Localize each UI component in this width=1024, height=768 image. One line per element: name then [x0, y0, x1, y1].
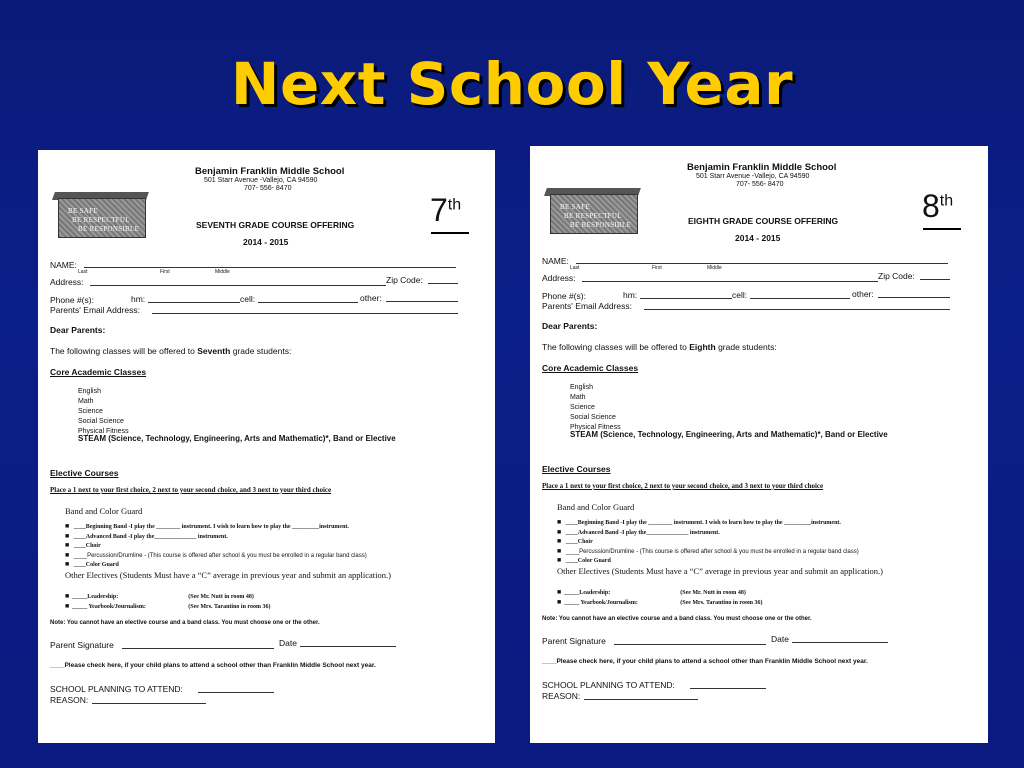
grade-underline [923, 228, 961, 230]
form-text: Science [78, 408, 103, 415]
fill-in-line [644, 309, 950, 310]
fill-in-line [84, 267, 456, 268]
form-text: ____Advanced Band -I play the______________ instrument. [565, 529, 720, 536]
steam-line: STEAM (Science, Technology, Engineering, Arts and Mathematic)*, Band or Elective [78, 434, 396, 443]
grade-underline [431, 232, 469, 234]
fill-in-line [122, 648, 274, 649]
form-text: Math [570, 394, 586, 401]
other-label: other: [360, 293, 382, 303]
square-bullet-icon: ■ [557, 588, 562, 596]
zip-label: Zip Code: [386, 275, 423, 285]
eighth-grade-form [530, 146, 988, 743]
address-label: Address: [50, 277, 84, 287]
fill-in-line [614, 644, 766, 645]
seventh-grade-form [38, 150, 495, 743]
band-note: Note: You cannot have an elective course and a band class. You must choose one or the other. [50, 620, 320, 626]
square-bullet-icon: ■ [557, 518, 562, 526]
phone-label: Phone #(s): [50, 295, 94, 305]
intro-text [542, 342, 777, 352]
form-text: (See Mrs. Tarantino in room 36) [680, 600, 763, 606]
fill-in-line [152, 313, 458, 314]
fill-in-line [386, 301, 458, 302]
form-text: Physical Fitness [78, 428, 129, 435]
place-instructions: Place a 1 next to your first choice, 2 next to your second choice, and 3 next to your third choice [50, 486, 332, 494]
school-name: Benjamin Franklin Middle School [687, 162, 837, 173]
signature-label: Parent Signature [50, 640, 114, 650]
check-here: ____Please check here, if your child plans to attend a school other than Franklin Middle School next year. [542, 658, 868, 665]
school-planning-label: SCHOOL PLANNING TO ATTEND: [50, 684, 183, 694]
square-bullet-icon: ■ [557, 598, 562, 606]
place-instructions: Place a 1 next to your first choice, 2 next to your second choice, and 3 next to your third choice [542, 482, 824, 490]
check-here: ____Please check here, if your child plans to attend a school other than Franklin Middle School next year. [50, 662, 376, 669]
form-text: BE RESPONSIBLE [78, 225, 140, 233]
form-text: (See Mrs. Tarantino in room 36) [188, 604, 271, 610]
reason-label: REASON: [542, 691, 581, 701]
form-text: Eighth [689, 342, 716, 352]
school-motto-logo [544, 188, 640, 234]
form-text: The following classes will be offered to [50, 346, 198, 356]
zip-label: Zip Code: [878, 271, 915, 281]
fill-in-line [198, 692, 274, 693]
dear-parents: Dear Parents: [542, 321, 598, 331]
other-electives: Other Electives (Students Must have a “C” average in previous year and submit an application.) [65, 570, 391, 580]
form-text: ____Color Guard [73, 562, 119, 568]
fill-in-line [258, 302, 358, 303]
form-text: BE RESPECTFUL [72, 216, 130, 224]
fill-in-line [90, 285, 386, 286]
other-label: other: [852, 289, 874, 299]
form-text: ____Color Guard [565, 558, 611, 564]
form-text: _____Leadership: [72, 594, 119, 600]
form-text: Math [78, 398, 94, 405]
form-text: ____Choir [73, 543, 101, 549]
core-classes [78, 387, 129, 437]
form-text: English [570, 384, 593, 391]
cell-label: cell: [732, 290, 748, 300]
fill-in-line [428, 283, 458, 284]
fill-in-line [92, 703, 206, 704]
band-options [65, 522, 367, 570]
dear-parents: Dear Parents: [50, 325, 106, 335]
steam-line: STEAM (Science, Technology, Engineering, Arts and Mathematic)*, Band or Elective [570, 430, 888, 439]
signature-label: Parent Signature [542, 636, 606, 646]
core-heading: Core Academic Classes [50, 367, 147, 377]
form-text: BE RESPONSIBLE [570, 221, 632, 229]
hm-label: hm: [131, 294, 146, 304]
elective-heading: Elective Courses [50, 468, 119, 478]
intro-text [50, 346, 291, 356]
elective-options [557, 588, 762, 608]
form-text: ____Percussion/Drumline - (This course is offered after school & you must be enrolled in a regular band class) [565, 548, 859, 555]
date-label: Date [771, 634, 789, 644]
form-text: grade students: [715, 342, 777, 352]
core-classes [570, 383, 621, 433]
band-heading: Band and Color Guard [557, 502, 635, 512]
form-text: BE SAFE [560, 203, 590, 211]
form-text: BE SAFE [68, 207, 98, 215]
fill-in-line [792, 642, 888, 643]
slide-title: Next School Year [230, 50, 794, 118]
form-text: English [78, 388, 101, 395]
grade-label [922, 188, 953, 225]
fill-in-line [920, 279, 950, 280]
fill-in-line [584, 699, 698, 700]
form-text: _____ Yearbook/Journalism: [72, 604, 146, 610]
other-electives: Other Electives (Students Must have a “C” average in previous year and submit an application.) [557, 566, 883, 576]
form-text: BE RESPECTFUL [564, 212, 622, 220]
form-text: Social Science [570, 414, 616, 421]
email-label: Parents' Email Address: [542, 301, 632, 311]
square-bullet-icon: ■ [65, 522, 70, 530]
form-text: ____Percussion/Drumline - (This course is offered after school & you must be enrolled in a regular band class) [73, 552, 367, 559]
name-sub-middle: Middle [215, 269, 230, 275]
fill-in-line [576, 263, 948, 264]
school-year: 2014 - 2015 [243, 237, 289, 247]
elective-heading: Elective Courses [542, 464, 611, 474]
school-phone: 707- 556- 8470 [736, 181, 784, 188]
form-text: (See Mr. Nutt in room 48) [188, 594, 254, 600]
name-sub-first: First [160, 269, 170, 275]
form-text: th [939, 192, 954, 210]
square-bullet-icon: ■ [557, 546, 562, 555]
date-label: Date [279, 638, 297, 648]
form-text: ____Advanced Band -I play the______________ instrument. [73, 533, 228, 540]
school-planning-label: SCHOOL PLANNING TO ATTEND: [542, 680, 675, 690]
form-text: (See Mr. Nutt in room 48) [680, 590, 746, 596]
form-text: Seventh [197, 346, 231, 356]
fill-in-line [690, 688, 766, 689]
form-text: Social Science [78, 418, 124, 425]
square-bullet-icon: ■ [65, 602, 70, 610]
fill-in-line [148, 302, 240, 303]
form-text: Science [570, 404, 595, 411]
elective-options [65, 592, 270, 612]
form-text: grade students: [230, 346, 292, 356]
form-text: 7 [430, 192, 448, 228]
square-bullet-icon: ■ [65, 541, 70, 549]
offering-title: EIGHTH GRADE COURSE OFFERING [688, 216, 839, 226]
fill-in-line [640, 298, 732, 299]
form-text: ____Choir [565, 539, 593, 545]
fill-in-line [878, 297, 950, 298]
square-bullet-icon: ■ [65, 531, 70, 540]
name-sub-first: First [652, 265, 662, 271]
form-text: Physical Fitness [570, 424, 621, 431]
school-address: 501 Starr Avenue -Vallejo, CA 94590 [204, 177, 318, 184]
phone-label: Phone #(s): [542, 291, 586, 301]
address-label: Address: [542, 273, 576, 283]
core-heading: Core Academic Classes [542, 363, 639, 373]
fill-in-line [582, 281, 878, 282]
school-motto-logo [52, 192, 148, 238]
form-text: _____ Yearbook/Journalism: [564, 600, 638, 606]
square-bullet-icon: ■ [65, 560, 70, 568]
band-heading: Band and Color Guard [65, 506, 143, 516]
band-note: Note: You cannot have an elective course and a band class. You must choose one or the other. [542, 616, 812, 622]
school-year: 2014 - 2015 [735, 233, 781, 243]
square-bullet-icon: ■ [65, 550, 70, 559]
square-bullet-icon: ■ [557, 527, 562, 536]
form-text: ____Beginning Band -I play the ________ instrument. I wish to learn how to play the _________instrument. [565, 520, 841, 526]
square-bullet-icon: ■ [65, 592, 70, 600]
name-label: NAME: [50, 260, 77, 270]
form-text: th [447, 196, 462, 214]
offering-title: SEVENTH GRADE COURSE OFFERING [196, 220, 355, 230]
email-label: Parents' Email Address: [50, 305, 140, 315]
fill-in-line [300, 646, 396, 647]
square-bullet-icon: ■ [557, 537, 562, 545]
band-options [557, 518, 859, 566]
form-text: ____Beginning Band -I play the ________ instrument. I wish to learn how to play the _________instrument. [73, 524, 349, 530]
square-bullet-icon: ■ [557, 556, 562, 564]
name-sub-middle: Middle [707, 265, 722, 271]
school-name: Benjamin Franklin Middle School [195, 166, 345, 177]
cell-label: cell: [240, 294, 256, 304]
school-address: 501 Starr Avenue -Vallejo, CA 94590 [696, 173, 810, 180]
name-sub-last: Last [570, 265, 580, 271]
name-label: NAME: [542, 256, 569, 266]
grade-label [430, 192, 461, 229]
form-text: _____Leadership: [564, 590, 611, 596]
form-text: The following classes will be offered to [542, 342, 690, 352]
reason-label: REASON: [50, 695, 89, 705]
form-text: 8 [922, 188, 940, 224]
fill-in-line [750, 298, 850, 299]
name-sub-last: Last [78, 269, 88, 275]
school-phone: 707- 556- 8470 [244, 185, 292, 192]
hm-label: hm: [623, 290, 638, 300]
